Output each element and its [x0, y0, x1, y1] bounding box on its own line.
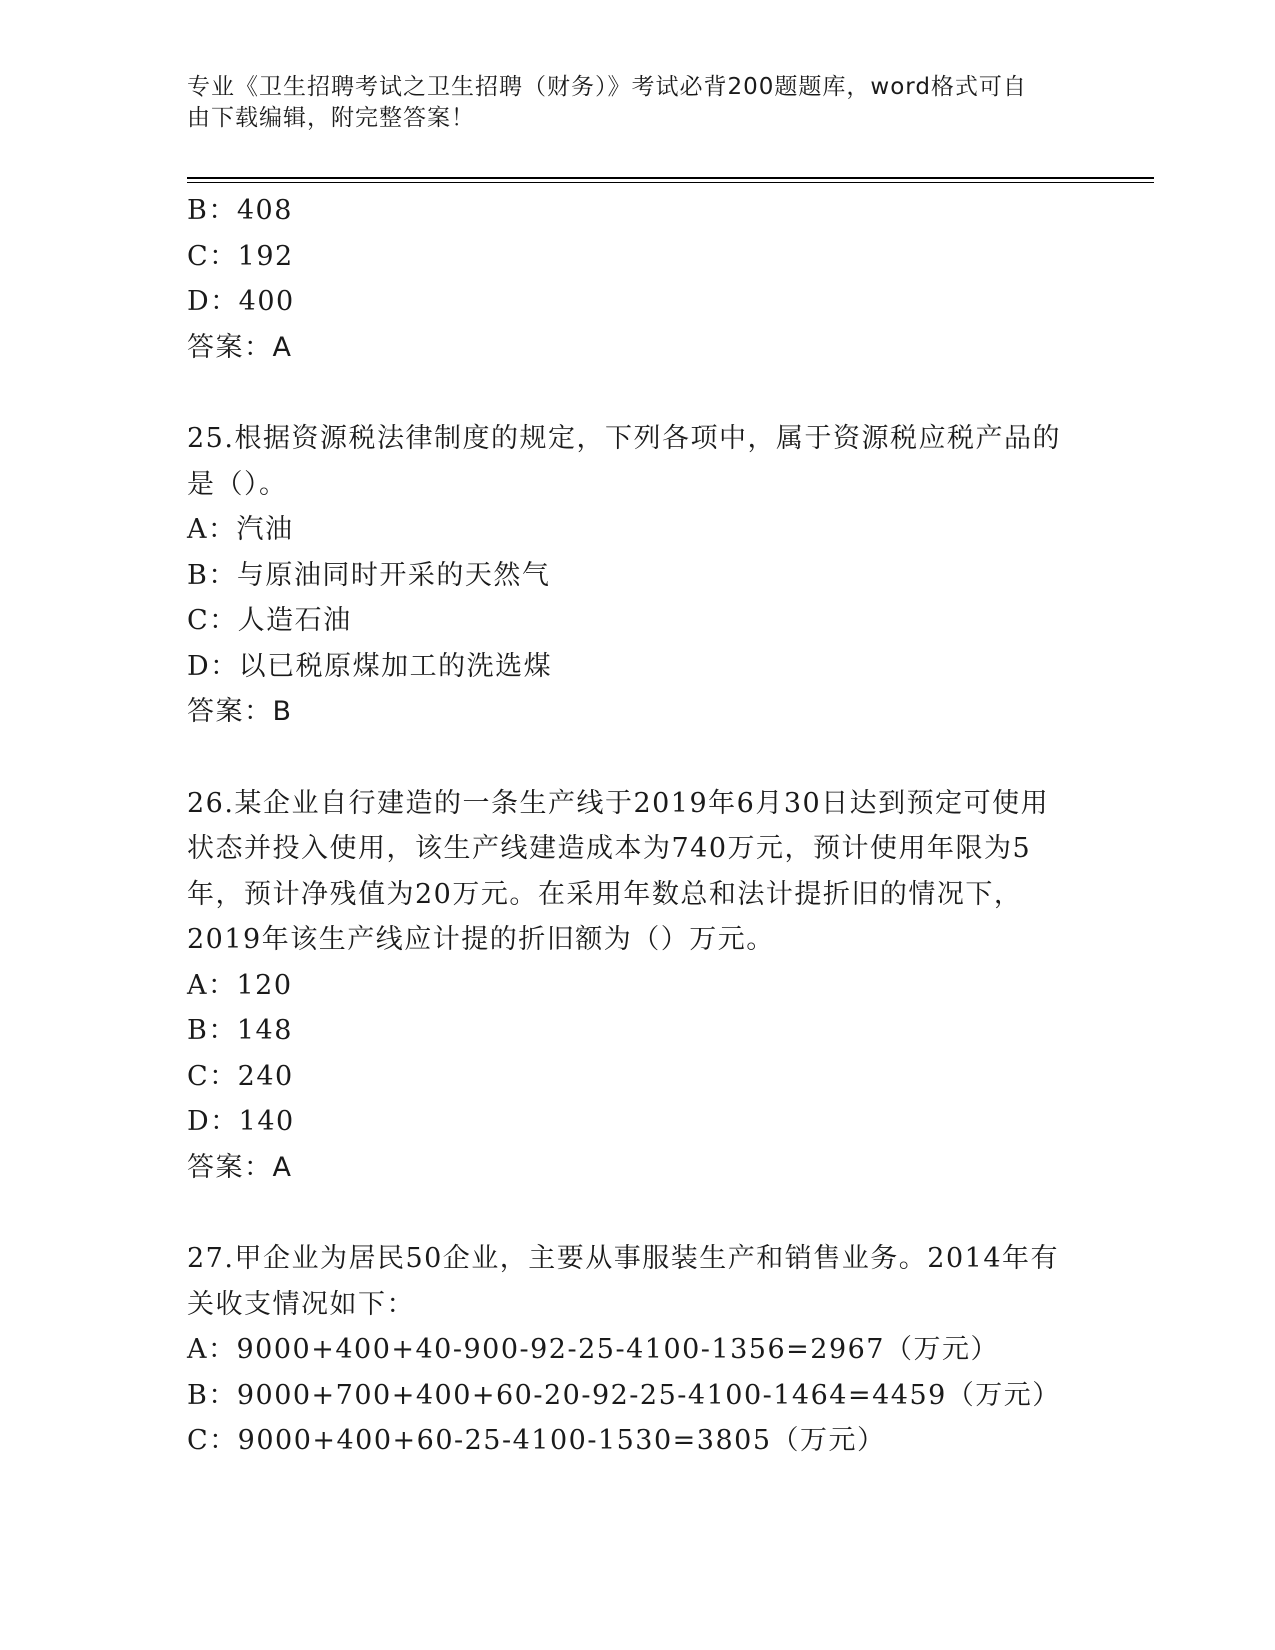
question-25: [187, 416, 1087, 735]
question-stem-line: 状态并投入使用，该生产线建造成本为740万元，预计使用年限为5: [187, 833, 1032, 864]
option-c: C：192: [187, 240, 294, 272]
question-stem-line: 2019年该生产线应计提的折旧额为（）万元。: [187, 924, 775, 955]
header-rule-thin: [187, 182, 1154, 183]
option-b: B：408: [187, 195, 293, 226]
question-stem-line: 26.某企业自行建造的一条生产线于2019年6月30日达到预定可使用: [187, 787, 1050, 819]
question-content: [187, 188, 1087, 1464]
answer-line: 答案：B: [187, 696, 293, 727]
question-stem-line: 25.根据资源税法律制度的规定，下列各项中，属于资源税应税产品的: [187, 423, 1061, 454]
answer-line: 答案：A: [187, 331, 293, 363]
header-line-1: 专业《卫生招聘考试之卫生招聘（财务）》考试必背200题题库，word格式可自: [187, 74, 1027, 100]
header-rule-thick: [187, 177, 1154, 179]
option-c: C：9000+400+60-25-4100-1530=3805（万元）: [187, 1425, 886, 1456]
answer-line: 答案：A: [187, 1151, 293, 1183]
option-a: A：汽油: [187, 514, 294, 545]
question-26: [187, 781, 1087, 1191]
option-b: B：与原油同时开采的天然气: [187, 559, 551, 591]
option-d: D：400: [187, 286, 295, 317]
question-27: [187, 1236, 1087, 1464]
option-c: C：人造石油: [187, 605, 352, 636]
question-stem-line: 关收支情况如下：: [187, 1288, 415, 1320]
header-line-2: 由下载编辑，附完整答案！: [187, 105, 475, 131]
option-d: D：以已税原煤加工的洗选煤: [187, 650, 553, 682]
question-stem-line: 27.甲企业为居民50企业，主要从事服装生产和销售业务。2014年有: [187, 1243, 1060, 1274]
document-header: [187, 72, 1067, 134]
option-c: C：240: [187, 1060, 294, 1092]
option-b: B：148: [187, 1015, 293, 1046]
option-b: B：9000+700+400+60-20-92-25-4100-1464=4459（万元）: [187, 1379, 1061, 1411]
previous-question: [187, 188, 1087, 370]
question-stem-line: 年，预计净残值为20万元。在采用年数总和法计提折旧的情况下，: [187, 878, 1023, 910]
option-a: A：9000+400+40-900-92-25-4100-1356=2967（万元）: [187, 1334, 999, 1365]
question-stem-line: 是（）。: [187, 468, 288, 500]
option-a: A：120: [187, 969, 293, 1001]
option-d: D：140: [187, 1106, 295, 1137]
